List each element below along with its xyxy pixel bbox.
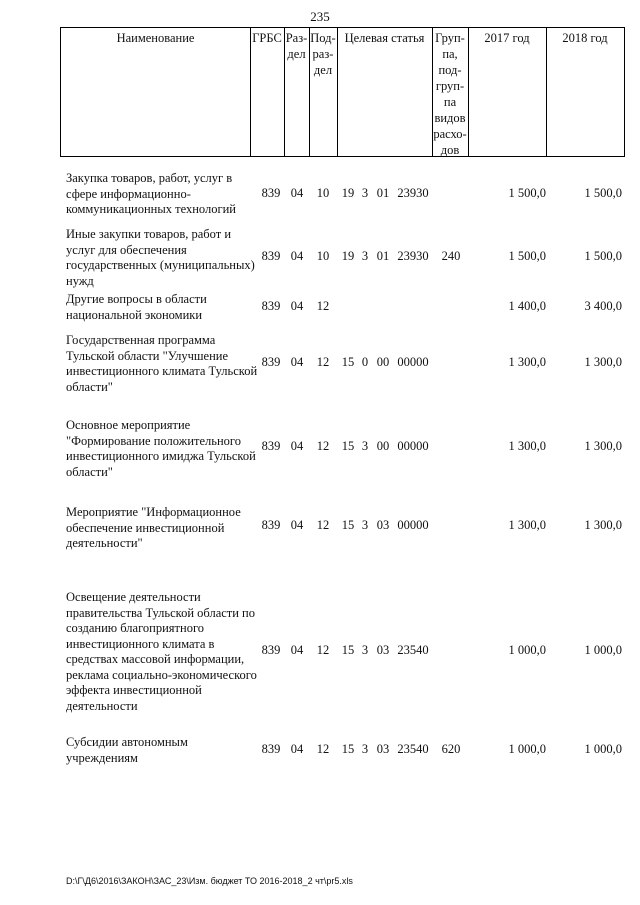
expense-group-cell: 620 <box>441 742 461 756</box>
grbs-cell: 839 <box>261 249 281 263</box>
amount-2018-cell: 1 500,0 <box>584 186 622 200</box>
column-divider <box>546 28 547 156</box>
file-path-footer: D:\Г\Д6\2016\ЗАКОН\ЗАС_23\Изм. бюджет ТО 2016-2018_2 чт\pr5.xls <box>66 876 353 886</box>
column-divider <box>468 28 469 156</box>
podrazdel-cell: 12 <box>316 355 330 369</box>
header-target-article: Целевая статья <box>344 31 425 45</box>
target-direction-cell: 23540 <box>397 742 429 756</box>
target-event-cell: 01 <box>376 186 390 200</box>
header-razdel: Раз- дел <box>285 31 308 61</box>
grbs-cell: 839 <box>261 643 281 657</box>
amount-2018-cell: 1 000,0 <box>584 742 622 756</box>
grbs-cell: 839 <box>261 299 281 313</box>
header-name: Наименование <box>116 31 195 45</box>
target-subprogram-cell: 3 <box>361 249 369 263</box>
target-event-cell: 03 <box>376 643 390 657</box>
page-number: 235 <box>310 9 330 24</box>
target-direction-cell: 00000 <box>397 518 429 532</box>
target-event-cell: 03 <box>376 742 390 756</box>
amount-2018-cell: 3 400,0 <box>584 299 622 313</box>
target-program-cell: 19 <box>341 249 355 263</box>
amount-2017-cell: 1 300,0 <box>508 439 546 453</box>
grbs-cell: 839 <box>261 439 281 453</box>
target-direction-cell: 00000 <box>397 439 429 453</box>
amount-2017-cell: 1 000,0 <box>508 742 546 756</box>
amount-2018-cell: 1 500,0 <box>584 249 622 263</box>
razdel-cell: 04 <box>290 249 304 263</box>
amount-2018-cell: 1 300,0 <box>584 439 622 453</box>
target-subprogram-cell: 3 <box>361 742 369 756</box>
target-direction-cell: 00000 <box>397 355 429 369</box>
target-subprogram-cell: 3 <box>361 518 369 532</box>
header-2017: 2017 год <box>484 31 530 45</box>
target-event-cell: 03 <box>376 518 390 532</box>
row-name: Освещение деятельности правительства Тульской области по созданию благоприятного инвестиционного климата в средствах массовой информации, реклама социально-экономического эффекта инвестиционной деятельности <box>66 590 257 713</box>
razdel-cell: 04 <box>290 742 304 756</box>
target-subprogram-cell: 3 <box>361 439 369 453</box>
podrazdel-cell: 10 <box>316 186 330 200</box>
target-event-cell: 00 <box>376 355 390 369</box>
podrazdel-cell: 12 <box>316 299 330 313</box>
amount-2017-cell: 1 300,0 <box>508 355 546 369</box>
target-direction-cell: 23930 <box>397 249 429 263</box>
header-expense-group: Груп- па, под- груп- па видов расхо- дов <box>433 31 467 157</box>
razdel-cell: 04 <box>290 355 304 369</box>
grbs-cell: 839 <box>261 355 281 369</box>
table-header <box>60 27 625 157</box>
podrazdel-cell: 10 <box>316 249 330 263</box>
row-name: Другие вопросы в области национальной экономики <box>66 292 207 322</box>
target-program-cell: 15 <box>341 742 355 756</box>
target-event-cell: 01 <box>376 249 390 263</box>
header-podrazdel: Под- раз- дел <box>310 31 336 77</box>
amount-2017-cell: 1 500,0 <box>508 186 546 200</box>
amount-2017-cell: 1 000,0 <box>508 643 546 657</box>
grbs-cell: 839 <box>261 186 281 200</box>
podrazdel-cell: 12 <box>316 643 330 657</box>
podrazdel-cell: 12 <box>316 439 330 453</box>
row-name: Мероприятие "Информационное обеспечение инвестиционной деятельности" <box>66 505 241 550</box>
target-direction-cell: 23540 <box>397 643 429 657</box>
target-subprogram-cell: 3 <box>361 186 369 200</box>
target-subprogram-cell: 3 <box>361 643 369 657</box>
row-name: Субсидии автономным учреждениям <box>66 735 188 765</box>
row-name: Иные закупки товаров, работ и услуг для обеспечения государственных (муниципальных) нужд <box>66 227 255 288</box>
grbs-cell: 839 <box>261 742 281 756</box>
header-2018: 2018 год <box>562 31 608 45</box>
expense-group-cell: 240 <box>441 249 461 263</box>
target-program-cell: 19 <box>341 186 355 200</box>
column-divider <box>250 28 251 156</box>
razdel-cell: 04 <box>290 186 304 200</box>
row-name: Закупка товаров, работ, услуг в сфере информационно-коммуникационных технологий <box>66 171 236 216</box>
amount-2017-cell: 1 300,0 <box>508 518 546 532</box>
razdel-cell: 04 <box>290 518 304 532</box>
target-subprogram-cell: 0 <box>361 355 369 369</box>
target-program-cell: 15 <box>341 643 355 657</box>
podrazdel-cell: 12 <box>316 518 330 532</box>
row-name: Основное мероприятие "Формирование положительного инвестиционного имиджа Тульской области" <box>66 418 256 479</box>
target-program-cell: 15 <box>341 518 355 532</box>
podrazdel-cell: 12 <box>316 742 330 756</box>
amount-2018-cell: 1 300,0 <box>584 355 622 369</box>
amount-2018-cell: 1 000,0 <box>584 643 622 657</box>
header-grbs: ГРБС <box>252 31 282 45</box>
target-program-cell: 15 <box>341 439 355 453</box>
amount-2017-cell: 1 400,0 <box>508 299 546 313</box>
razdel-cell: 04 <box>290 643 304 657</box>
razdel-cell: 04 <box>290 299 304 313</box>
target-direction-cell: 23930 <box>397 186 429 200</box>
amount-2017-cell: 1 500,0 <box>508 249 546 263</box>
row-name: Государственная программа Тульской области "Улучшение инвестиционного климата Тульской области" <box>66 333 258 394</box>
razdel-cell: 04 <box>290 439 304 453</box>
grbs-cell: 839 <box>261 518 281 532</box>
target-event-cell: 00 <box>376 439 390 453</box>
amount-2018-cell: 1 300,0 <box>584 518 622 532</box>
column-divider <box>337 28 338 156</box>
target-program-cell: 15 <box>341 355 355 369</box>
